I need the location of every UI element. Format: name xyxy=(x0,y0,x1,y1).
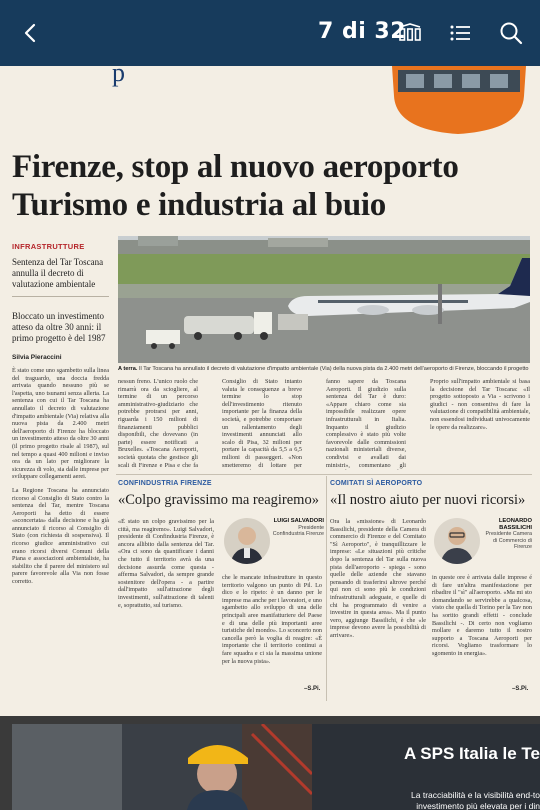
ad-title: A SPS Italia le Te xyxy=(403,744,540,763)
bassilichi-portrait xyxy=(434,518,480,564)
bassilichi-role: Presidente Camera di Commercio di Firenze xyxy=(485,531,532,551)
comitati-signature: –S.Pi. xyxy=(512,686,529,692)
chevron-left-icon xyxy=(18,20,44,46)
lead-text: È stato come uno sgambetto sulla linea del traguardo, una doccia fredda arrivata quando nessuno più se l'aspetta, uno tsunami senza allerta. La sentenza con cui il Tar Toscana ha annullato il decreto di valutazione d'impatto ambientale (Via) relativa alla nuova pista da 2.400 metri dell'aeroporto di Firenze ha bloccato un investimento atteso da oltre 30 anni (il primo progetto risale al 1987), sul nel tempo a quasi 400 milioni e inviso ora da un lato per migliorare la sicurezza di volo, sia dalle imprese per sviluppare collegamenti aerei. xyxy=(12,367,109,481)
advertisement-banner[interactable] xyxy=(12,724,540,810)
top-app-bar xyxy=(0,0,540,66)
body-column-2: Consiglio di Stato intanto valuta le conseguenze a breve termine lo stop dell'investimento ritenuto importante per la finanza della società, e potrebbe comportare un rallentamento degli investimenti annunciati allo scalo di Pisa, 32 milioni per portare la capacità da 5,5 a 6,5 milioni di passeggeri. «Non smetteremo di lottare per xyxy=(222,378,302,469)
confindustria-text-b: che le mancate infrastrutture in questo territorio valgono un punto di Pil. Lo dico e lo ripeto: è un danno per le imprese ma anche per i lavoratori, e uno sgambetto allo sviluppo di una delle principali aree manifatturiere del Paese e di una delle più importanti aree turistiche del mondo». Lo sconcerto non cancella però la voglia di reagire: «È importante che il territorio continui a fare squadra e ci sia la massima unione per la nuova pista». xyxy=(222,574,322,665)
section-kicker: INFRASTRUTTURE xyxy=(12,242,85,251)
summary-1: Sentenza del Tar Toscana annulla il decreto di valutazione ambientale xyxy=(12,257,104,289)
confindustria-text-a: «È stato un colpo gravissimo per la città, ma reagiremo». Luigi Salvadori, presidente di Confindustria Firenze, è ancora allibito dalla sentenza del Tar. «Ora ci sono da quantificare i danni che tutto il territorio avrà da una decisione assurda come questa - afferma Salvadori, da sempre grande sostenitore dell'opera - a partire dall'impatto sull'attrazione degli investimenti, sull'attrazione di talenti e, soprattutto, sul turismo. xyxy=(118,518,214,609)
comitati-text-b: in queste ore è arrivata dalle imprese é di fare un'altra manifestazione per ribadire il "sì" all'aeroporto. «Ma mi sto domandando se servirebbe a qualcosa, visto che quella di Torino per la Tav non ha sortito grandi effetti - conclude Bassilichi -. Di certo non vogliamo mollare e daremo tutto il nostro supporto a Toscana Aeroporti per ricorsi. Vogliamo trasformare lo sgomento in energia». xyxy=(432,574,532,657)
airport-photo xyxy=(118,236,530,363)
comitati-kicker: COMITATI SÌ AEROPORTO xyxy=(330,480,423,487)
column-divider xyxy=(326,476,327,701)
bassilichi-name: LEONARDO BASSILICHI xyxy=(498,518,532,531)
body-column-3: fanno sapere da Toscana Aeroporti. Il giudizio sulla sentenza del Tar è duro: «Appare chiaro come sia impossibile realizzare opere infrastrutturali in Italia. Inquanto il giudizio complessivo è stato più volte favorevole dalle commissioni nazionali ministeriali diverse, condivisi e avallati dai ministri», commentano gli xyxy=(326,378,406,469)
pages-icon xyxy=(396,19,424,47)
lead-text-2: La Regione Toscana ha annunciato ricorso al Consiglio di Stato contro la sentenza del Tar, mentre Toscana Aeroporti ha detto di essere «sconcertata» dalla decisione e ha già annunciato il ricorso al Consiglio di Stato (con richiesta di sospensiva). Il ricorso giudice amministrativo cui erano ricorsi diversi Comuni della Piana e associazioni ambientaliste, ha stabilito che il parere del ministero sul parere favorevole alla Via non fosse corretto. xyxy=(12,486,109,586)
confindustria-signature: –S.Pi. xyxy=(304,686,321,692)
ad-subtitle-line-1: La tracciabilità e la visibilità end-to xyxy=(411,790,540,800)
search-button[interactable] xyxy=(497,19,525,47)
ad-worker-photo xyxy=(12,724,312,810)
newspaper-page[interactable] xyxy=(0,66,540,716)
confindustria-title: «Colpo gravissimo ma reagiremo» xyxy=(118,492,319,508)
ad-subtitle-line-2: investimento più elevata per i din xyxy=(416,801,540,810)
confindustria-kicker: CONFINDUSTRIA FIRENZE xyxy=(118,480,212,487)
bassilichi-caption xyxy=(482,518,532,551)
photo-caption xyxy=(118,366,530,372)
salvadori-role: Presidente Confindustria Firenze xyxy=(272,524,324,538)
caption-label: A terra. xyxy=(118,366,138,372)
spread-view-button[interactable] xyxy=(396,19,424,47)
divider xyxy=(12,296,109,297)
back-button[interactable] xyxy=(18,20,44,46)
previous-article-fragment: p xyxy=(112,66,125,87)
article-sidebar xyxy=(12,242,109,586)
headline-line-1: Firenze, stop al nuovo aeroporto xyxy=(12,149,459,185)
cable-car-photo xyxy=(386,66,532,136)
body-column-4: Proprio sull'impatto ambientale si basa la decisione del Tar Toscana: «Il progetto sottoposto a Via - scrivono i giudici - non consentiva di fare la valutazione di compatibilità ambientale, non essendosi individuati univocamente le opere da realizzare». xyxy=(430,378,530,431)
salvadori-name: LUIGI SALVADORI xyxy=(273,518,324,524)
byline: Silvia Pieraccini xyxy=(12,354,62,361)
salvadori-portrait xyxy=(224,518,270,564)
page-indicator: 7 di 32 xyxy=(318,19,407,44)
section-divider xyxy=(116,474,532,475)
caption-text: Il Tar Toscana ha annullato il decreto di valutazione d'impatto ambientale (Via) della nuova pista da 2.400 metri dell'aeroporto di Firenze, bloccando il progetto xyxy=(138,366,529,372)
salvadori-caption xyxy=(272,518,324,538)
headline-line-2: Turismo e industria al buio xyxy=(12,187,386,223)
comitati-title: «Il nostro aiuto per nuovi ricorsi» xyxy=(330,492,526,508)
summary-2: Bloccato un investimento atteso da oltre 30 anni: il primo progetto è del 1987 xyxy=(12,311,106,343)
body-column-1: nessun freno. L'unico ruolo che rimarrà ora da sciogliere, al termine di un percorso amministrativo-giudiziario che potrebbe protrarsi per anni, riguarda i 150 milioni di finanziamenti pubblici disponibili, che dovevano (in parte) essere notificati a Bruxelles. «Toscana Aeroporti, società quotata che gestisce gli scali di Firenze e Pisa e che fa xyxy=(118,378,198,469)
list-icon xyxy=(446,19,474,47)
search-icon xyxy=(497,19,525,47)
list-button[interactable] xyxy=(446,19,474,47)
comitati-text-a: Ora la «missione» di Leonardo Bassilichi, presidente della Camera di commercio di Firenze e del Comitato "Sì Aeroporto", è tranquillizzare le imprese: «Le situazioni più critiche dopo la sentenza del Tar sulla nuova pista dell'aeroporto - spiega - sono quelle delle aziende che stavano pensando di trasferirsi altrove perché qui non ci sono più le condizioni infrastrutturali adeguate, e quelle di chi ha programmato di venire a investire in questa area». Ma il punto vero, aggiunge Bassilichi, è che «le imprese devono avere la possibilità di arrivare». xyxy=(330,518,426,639)
ad-subtitle xyxy=(411,790,540,810)
